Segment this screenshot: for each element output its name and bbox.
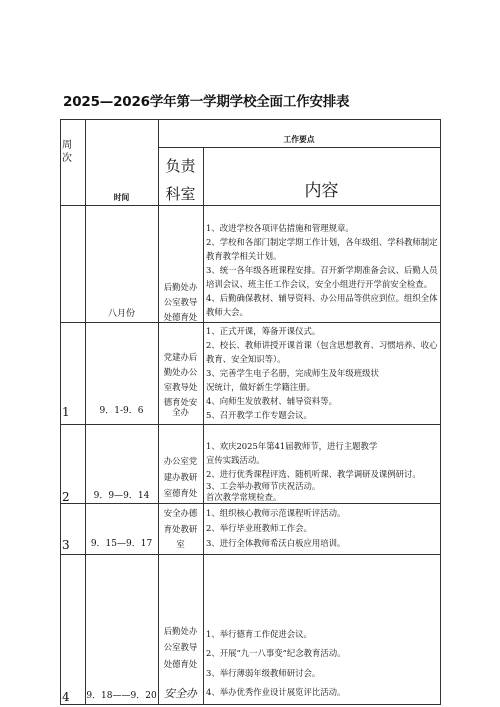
row-week: 4	[62, 690, 70, 704]
row-week: 3	[62, 538, 70, 552]
row-dept-line: 后勤处办	[163, 282, 198, 292]
content-line: 1、举行德育工作促进会议。	[206, 629, 312, 639]
row-date: 八月份	[107, 309, 135, 319]
row-dept-line: 办公室党	[163, 456, 198, 466]
table-rule	[203, 147, 204, 705]
table-rule	[60, 554, 440, 555]
content-line: 1、正式开课，筹备开课仪式。	[206, 326, 321, 336]
content-line: 1、欢庆2025年第41届教师节，进行主题教学	[206, 441, 378, 451]
content-line: 4、向师生发放教材、辅导资料等。	[206, 396, 337, 406]
row-dept-line: 育处教研	[163, 524, 198, 534]
row-dept-line: 室教导处	[163, 382, 198, 392]
row-dept-line: 室德育处	[163, 488, 198, 498]
table-border-top	[60, 119, 440, 120]
header-content: 内容	[304, 181, 339, 201]
content-line: 1、改进学校各项评估措施和管理规章。	[206, 223, 354, 233]
table-rule	[60, 424, 440, 425]
row-date: 9．15—9．17	[90, 539, 153, 549]
row-date: 9．18——9．20	[86, 691, 157, 701]
header-work-points: 工作要点	[283, 135, 315, 144]
header-time: 时间	[113, 193, 130, 202]
content-line: 教师大会。	[206, 307, 248, 317]
header-week: 周次	[62, 140, 72, 164]
row-date: 9．9—9．14	[93, 491, 150, 501]
page-title: 2025—2026学年第一学期学校全面工作安排表	[63, 94, 350, 110]
row-dept-line: 全办	[172, 407, 189, 417]
header-dept-line1: 负责	[165, 157, 196, 175]
table-rule	[60, 322, 440, 323]
table-border-bottom	[60, 704, 440, 705]
content-line: 3、完善学生电子名册，完成师生及年级班级状	[206, 368, 379, 378]
content-line: 1、组织核心教师示范课程听评活动。	[206, 508, 346, 518]
content-line: 5、召开教学工作专题会议。	[206, 410, 312, 420]
content-line: 3、进行全体教师希沃白板应用培训。	[206, 538, 346, 548]
row-dept-line: 德育处安	[163, 397, 198, 407]
content-line: 3、举行薄弱年级教师研讨会。	[206, 668, 321, 678]
table-rule	[158, 147, 440, 148]
row-dept-line: 党建办后	[163, 352, 198, 362]
content-line: 宣传实践活动。	[206, 455, 265, 465]
content-line: 培训会议、班主任工作会议，安全小组进行开学前安全检查。	[206, 279, 433, 289]
content-line: 4、后勤确保教材、辅导资料、办公用品等供应到位。组织全体	[206, 293, 438, 303]
row-dept-line: 公室教导	[163, 297, 198, 307]
row-dept-line: 公室教导	[163, 642, 198, 652]
content-line: 2、学校和各部门制定学期工作计划，各年级组、学科教师制定	[206, 237, 438, 247]
content-line: 3、统一各年级各班课程安排。召开新学期准备会议、后勤人员	[206, 265, 438, 275]
row-dept-line: 建办教研	[163, 472, 198, 482]
content-line: 2、校长、教师讲授开课首课（包含思想教育、习惯培养、收心	[206, 340, 438, 350]
content-line: 2、开展“九一八事变”纪念教育活动。	[206, 648, 346, 658]
content-line: 教育、安全知识等）。	[206, 354, 286, 364]
row-dept-line: 处德育处	[163, 312, 198, 322]
row-week: 2	[62, 490, 70, 504]
content-line: 首次教学常规检查。	[206, 492, 282, 502]
table-rule	[60, 205, 440, 206]
table-border-right	[440, 119, 441, 705]
row-dept-line: 处德育处	[163, 659, 198, 669]
row-dept-line: 安全办	[164, 687, 197, 700]
header-dept-line2: 科室	[165, 185, 196, 203]
row-dept-line: 安全办德	[163, 508, 198, 518]
content-line: 3、工会举办教师节庆祝活动。	[206, 481, 321, 491]
row-dept-line: 室	[176, 539, 185, 549]
content-line: 2、举行毕业班教师工作会。	[206, 523, 312, 533]
table-border-left	[60, 119, 61, 705]
row-week: 1	[62, 405, 70, 419]
row-dept-line: 勤处办公	[163, 367, 198, 377]
content-line: 教育教学相关计划。	[206, 251, 282, 261]
row-dept-line: 后勤处办	[163, 626, 198, 636]
content-line: 2、进行优秀课程评选、随机听课、教学调研及课例研讨。	[206, 469, 421, 479]
content-line: 4、举办优秀作业设计展览评比活动。	[206, 687, 346, 697]
row-date: 9．1-9．6	[99, 406, 144, 416]
content-line: 况统计，做好新生学籍注册。	[206, 382, 315, 392]
